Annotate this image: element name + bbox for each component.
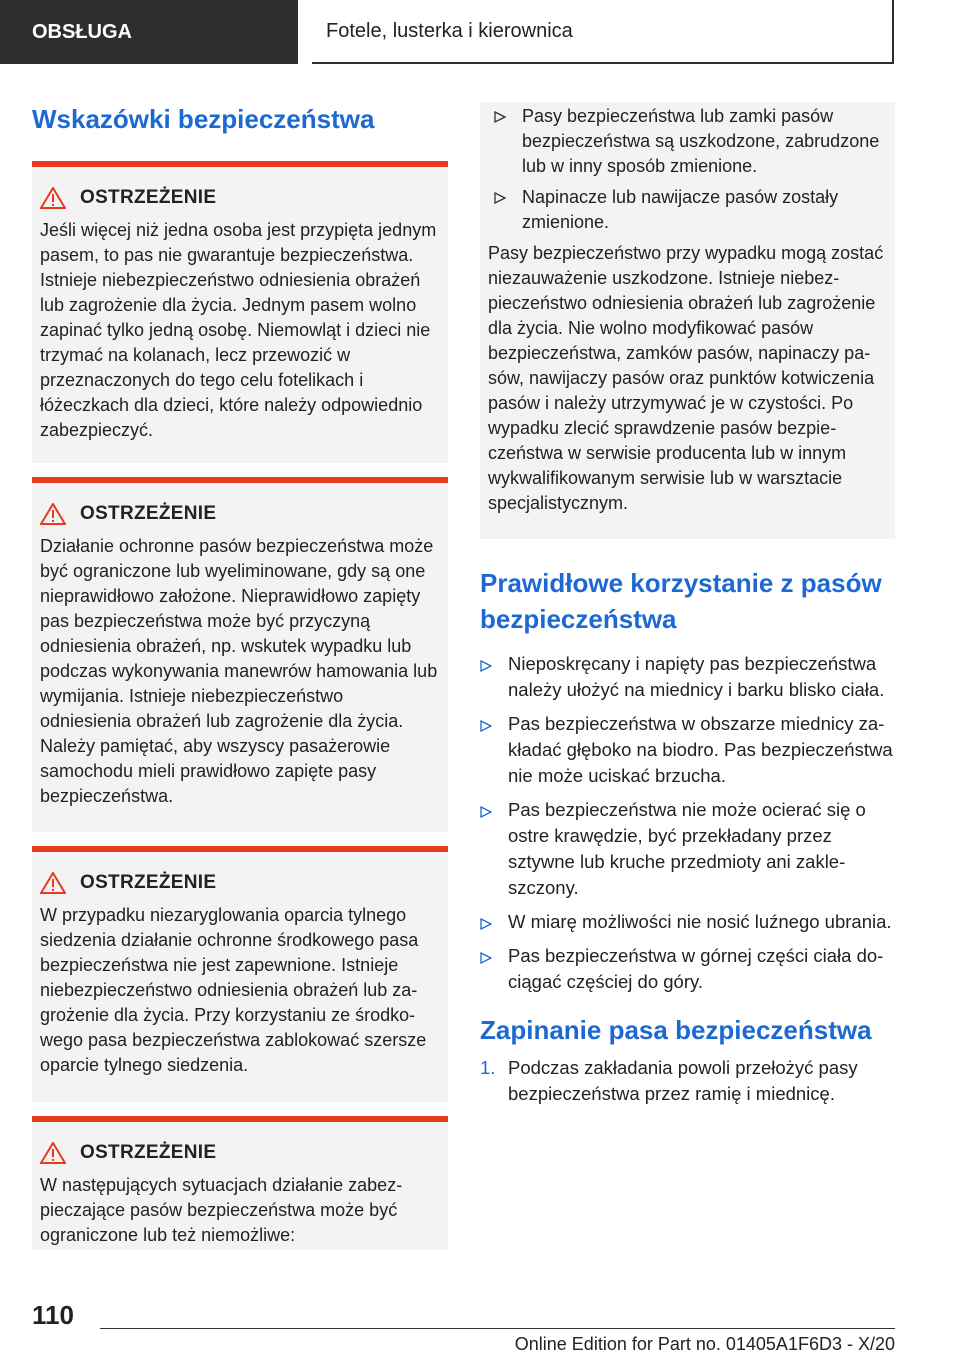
warning-text: W przypadku niezaryglowania oparcia tylnego siedzenia działanie ochronne środkowego pasa bezpieczeństwa nie jest zapewnione. Istnieje niebezpieczeństwo odniesienia obrażeń lub zagrożenie dla życia. Przy korzystaniu ze środkowego pasa bezpieczeństwa zablokować szersze oparcie tylnego siedzenia. <box>40 905 427 1075</box>
warning-box-4 <box>32 1116 448 1250</box>
list-item-text: W miarę możliwości nie nosić luźnego ubrania. <box>508 911 892 932</box>
warning-text: Pasy bezpieczeństwo przy wypadku mogą zostać niezauważenie uszkodzone. Istnieje niebezpieczeństwo odniesienia obrażeń lub zagrożenie dla życia. Nie wolno modyfikować pasów bezpieczeństwa, zamków pasów, napinaczy pasów, nawijaczy pasów oraz punktów kotwiczenia pasów i należy utrzymywać je w czystości. Po wypadku zlecić sprawdzenie pasów bezpieczeństwa w serwisie producenta lub w innym wykwalifikowanym serwisie lub w warsztacie specjalistycznym. <box>488 243 884 513</box>
header-section-label: OBSŁUGA <box>0 0 298 64</box>
warning-triangle-icon <box>40 1142 66 1164</box>
warning-box-continued <box>480 102 895 539</box>
section-title-fastening: Zapinanie pasa bezpieczeństwa <box>480 1015 872 1045</box>
bullet-triangle-icon <box>494 192 506 204</box>
list-item <box>480 711 895 789</box>
warning-title: OSTRZEŻENIE <box>80 503 217 524</box>
footer-divider <box>100 1328 895 1329</box>
warning-header <box>40 501 438 526</box>
warning-text: Jeśli więcej niż jedna osoba jest przypięta jednym pasem, to pas nie gwarantuje bezpieczeństwa. Istnieje niebezpieczeństwo odniesienia obrażeń lub zagrożenie dla życia. Jednym pasem wolno zapinać tylko jedną osobę. Niemowląt i dzieci nie trzymać na kolanach, lecz przewozić w przeznaczonych do tego celu fotelikach i łóżeczkach dla dzieci, które należy odpowiednio zabezpieczyć. <box>40 220 437 440</box>
bullet-triangle-icon <box>480 660 492 672</box>
step-text: Podczas zakładania powoli przełożyć pasy bezpieczeństwa przez ramię i miednicę. <box>508 1057 858 1104</box>
list-item <box>488 185 885 235</box>
warning-text: Działanie ochronne pasów bezpieczeństwa może być ograniczone lub wyeliminowane, gdy są one nieprawidłowo założone. Nieprawidłowo zapięty pas bezpieczeństwa może być przyczyną odniesienia obrażeń, np. wskutek wypadku lub podczas wykonywania manewrów hamowania lub wymijania. Istnieje niebezpieczeństwo odniesienia obrażeń lub zagrożenie dla życia. Należy pamiętać, aby wszyscy pasażerowie samochodu mieli prawidłowo zapięte pasy bezpieczeństwa. <box>40 536 438 806</box>
warning-triangle-icon <box>40 503 66 525</box>
bullet-triangle-icon <box>480 952 492 964</box>
section-title-correct-use: Prawidłowe korzystanie z pasów bezpieczeństwa <box>480 568 882 634</box>
bullet-triangle-icon <box>494 111 506 123</box>
list-item <box>480 943 895 995</box>
warning-box-1 <box>32 161 448 463</box>
bullet-triangle-icon <box>480 720 492 732</box>
page-header <box>0 0 960 66</box>
list-item-text: Pas bezpieczeństwa w górnej części ciała dociągać częściej do góry. <box>508 945 884 992</box>
list-item <box>488 104 885 179</box>
warning-box-3 <box>32 846 448 1102</box>
fastening-steps <box>480 1055 895 1107</box>
page-footer <box>0 1298 960 1362</box>
right-column <box>480 102 895 1107</box>
warning-title: OSTRZEŻENIE <box>80 872 217 893</box>
list-item <box>480 797 895 901</box>
warning-triangle-icon <box>40 187 66 209</box>
warning-text: W następujących sytuacjach działanie zabezpieczające pasów bezpieczeństwa może być ograniczone lub też niemożliwe: <box>40 1175 403 1245</box>
warning-triangle-icon <box>40 872 66 894</box>
list-item <box>480 909 895 935</box>
bullet-triangle-icon <box>480 918 492 930</box>
page-number: 110 <box>32 1300 74 1330</box>
warning-title: OSTRZEŻENIE <box>80 1142 217 1163</box>
list-item-text: Pas bezpieczeństwa nie może ocierać się o ostre krawędzie, być przekładany przez sztywne lub kruche przedmioty ani zakleszczony. <box>508 799 866 898</box>
list-item-text: Napinacze lub nawijacze pasów zostały zmienione. <box>522 187 839 232</box>
list-item-text: Nieposkręcany i napięty pas bezpieczeństwa należy ułożyć na miednicy i barku blisko ciała. <box>508 653 885 700</box>
warning-header <box>40 870 438 895</box>
list-item-text: Pasy bezpieczeństwa lub zamki pasów bezpieczeństwa są uszkodzone, zabrudzone lub w inny sposób zmienione. <box>522 106 880 176</box>
list-item-text: Pas bezpieczeństwa w obszarze miednicy zakładać głęboko na biodro. Pas bezpieczeństwa nie może uciskać brzucha. <box>508 713 893 786</box>
header-chapter-label: Fotele, lusterka i kierownica <box>312 0 894 64</box>
warning-header <box>40 185 438 210</box>
warning-box-2 <box>32 477 448 832</box>
section-title-safety: Wskazówki bezpieczeństwa <box>32 104 375 134</box>
edition-label: Online Edition for Part no. 01405A1F6D3 - X/20 <box>514 1334 895 1354</box>
warning-condition-list <box>488 104 885 235</box>
warning-title: OSTRZEŻENIE <box>80 187 217 208</box>
warning-header <box>40 1140 438 1165</box>
step-number: 1. <box>480 1057 496 1078</box>
left-column <box>32 102 448 1250</box>
correct-use-list <box>480 651 895 995</box>
bullet-triangle-icon <box>480 806 492 818</box>
step-item <box>480 1055 895 1107</box>
list-item <box>480 651 895 703</box>
